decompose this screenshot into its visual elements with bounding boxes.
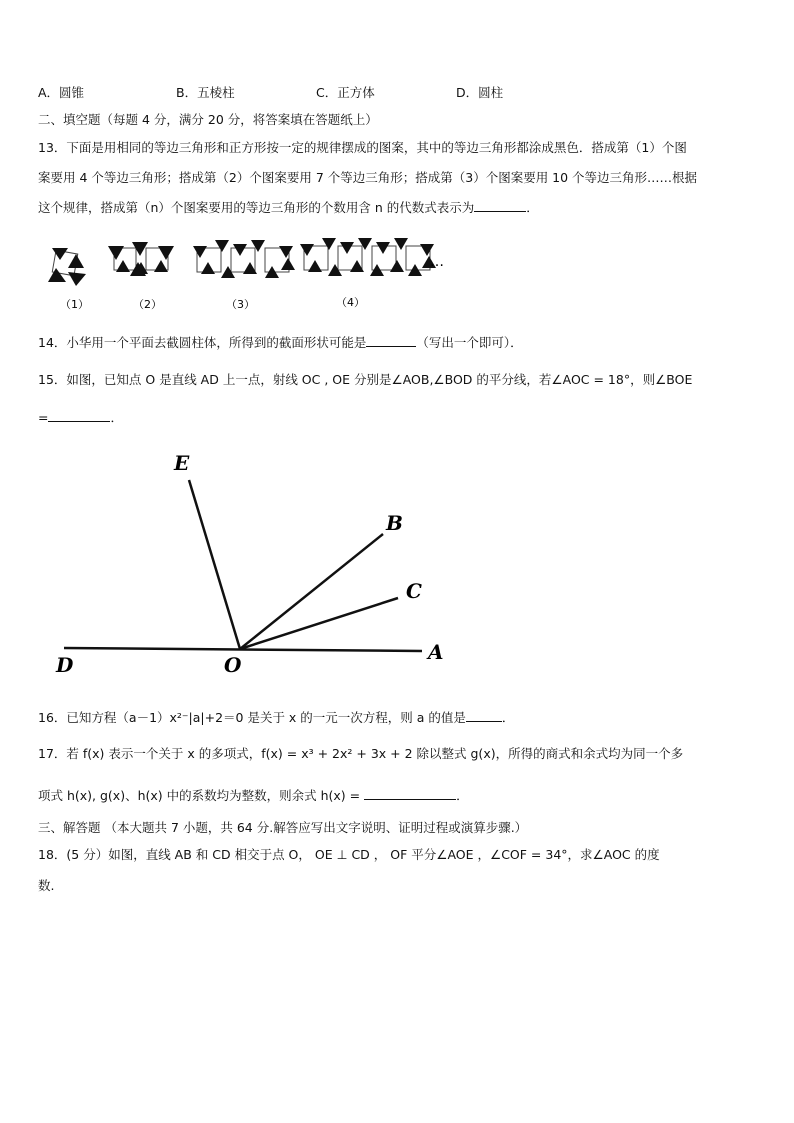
q17-line-1: 17．若 f(x) 表示一个关于 x 的多项式，f(x) = x³ + 2x² + 3x + 2 除以整式 g(x)，所得的商式和余式均为同一个多 bbox=[38, 746, 684, 761]
q14-text: 14．小华用一个平面去截圆柱体，所得到的截面形状可能是 bbox=[38, 335, 367, 350]
label-a: A bbox=[428, 640, 444, 664]
label-d: D bbox=[56, 653, 74, 677]
q16-text: 16．已知方程（a－1）x²⁻|a|+2＝0 是关于 x 的一元一次方程，则 a 的值是 bbox=[38, 710, 466, 725]
caption-4: （4） bbox=[336, 296, 365, 309]
pattern-4 bbox=[300, 238, 436, 276]
q16-end: ． bbox=[501, 710, 515, 725]
q17-end: ． bbox=[456, 788, 469, 803]
option-d: D．圆柱 bbox=[456, 85, 504, 100]
q15-line-1: 15．如图，已知点 O 是直线 AD 上一点，射线 OC , OE 分别是∠AOB,∠BOD 的平分线，若∠AOC = 18°，则∠BOE bbox=[38, 372, 693, 387]
caption-3: （3） bbox=[226, 298, 255, 311]
label-c: C bbox=[406, 579, 422, 603]
ray-ob bbox=[240, 534, 383, 649]
q15-answer-blank[interactable] bbox=[48, 409, 110, 422]
q17-line-2 bbox=[38, 786, 469, 804]
q16-line bbox=[38, 708, 514, 726]
caption-2: （2） bbox=[133, 298, 162, 311]
pattern-2 bbox=[108, 242, 174, 276]
option-a: A．圆锥 bbox=[38, 85, 85, 100]
q13-line-3 bbox=[38, 198, 539, 216]
label-b: B bbox=[386, 511, 403, 535]
ray-oe bbox=[189, 480, 240, 649]
q17-answer-blank[interactable] bbox=[364, 787, 456, 800]
section-2-heading: 二、填空题（每题 4 分，满分 20 分，将答案填在答题纸上） bbox=[38, 112, 378, 127]
answer-options bbox=[38, 83, 503, 101]
q13-text: 这个规律，搭成第（n）个图案要用的等边三角形的个数用含 n 的代数式表示为 bbox=[38, 200, 475, 215]
q15-end: ． bbox=[110, 410, 123, 425]
q16-answer-blank[interactable] bbox=[466, 709, 502, 722]
ray-oc bbox=[240, 598, 398, 649]
q15-line-2 bbox=[38, 408, 123, 426]
q17-text: 项式 h(x), g(x)、h(x) 中的系数均为整数，则余式 h(x) = bbox=[38, 788, 361, 803]
option-b: B．五棱柱 bbox=[176, 85, 235, 100]
q14-answer-blank[interactable] bbox=[366, 334, 416, 347]
q13-pattern-figure bbox=[38, 232, 458, 312]
q14-end: （写出一个即可）． bbox=[416, 335, 523, 350]
pattern-3 bbox=[193, 240, 295, 278]
q18-line-1: 18．(5 分）如图，直线 AB 和 CD 相交于点 O， OE ⊥ CD ， OF 平分∠AOE ，∠COF = 34°，求∠AOC 的度 bbox=[38, 847, 660, 862]
q15-angle-figure bbox=[50, 448, 470, 683]
q13-line-2: 案要用 4 个等边三角形；搭成第（2）个图案要用 7 个等边三角形；搭成第（3）个图案要用 10 个等边三角形……根据 bbox=[38, 170, 698, 185]
q13-end: ． bbox=[526, 200, 539, 215]
q14-line bbox=[38, 333, 523, 351]
q18-line-2: 数. bbox=[38, 878, 55, 893]
caption-1: （1） bbox=[60, 298, 89, 311]
pattern-1 bbox=[48, 248, 86, 286]
option-c: C．正方体 bbox=[316, 85, 375, 100]
q13-line-1: 13．下面是用相同的等边三角形和正方形按一定的规律摆成的图案，其中的等边三角形都涂成黑色．搭成第（1）个图 bbox=[38, 140, 687, 155]
q15-equals: = bbox=[38, 410, 49, 425]
q13-answer-blank[interactable] bbox=[474, 199, 526, 212]
label-o: O bbox=[224, 653, 242, 677]
pattern-ellipsis: … bbox=[430, 254, 444, 270]
section-3-heading: 三、解答题 （本大题共 7 小题，共 64 分.解答应写出文字说明、证明过程或演算步骤.） bbox=[38, 820, 528, 835]
label-e: E bbox=[174, 451, 190, 475]
